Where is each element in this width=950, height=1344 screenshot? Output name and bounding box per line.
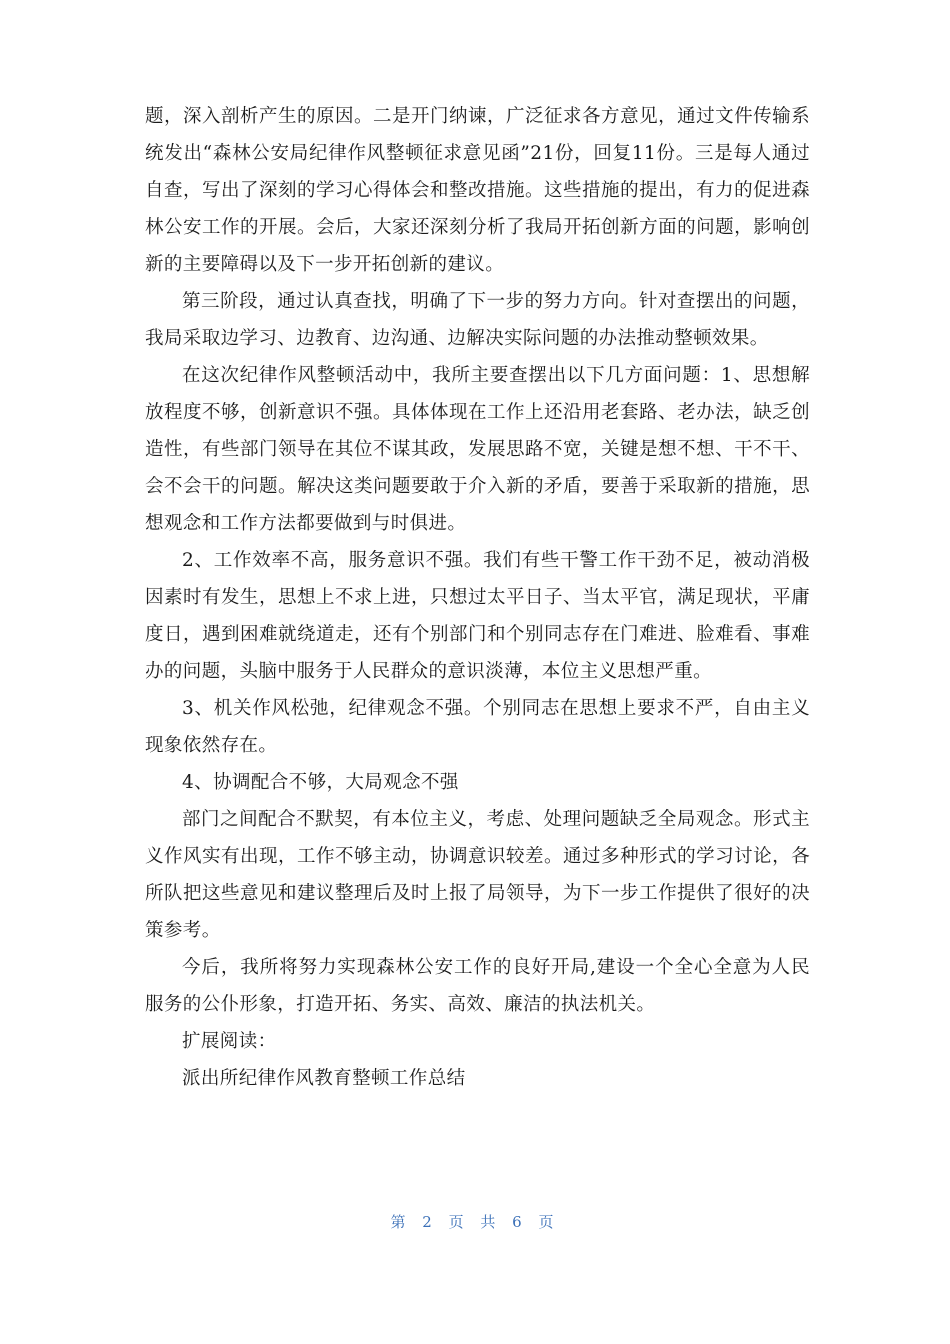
paragraph-1: 题，深入剖析产生的原因。二是开门纳谏，广泛征求各方意见，通过文件传输系统发出“森林公安局纪律作风整顿征求意见函”21份，回复11份。三是每人通过自查，写出了深刻的学习心得体会和整改措施。这些措施的提出，有力的促进森林公安工作的开展。会后，大家还深刻分析了我局开拓创新方面的问题，影响创新的主要障碍以及下一步开拓创新的建议。: [145, 106, 810, 275]
paragraph-8: 今后，我所将努力实现森林公安工作的良好开局,建设一个全心全意为人民服务的公仆形象，打造开拓、务实、高效、廉洁的执法机关。: [145, 957, 810, 1015]
paragraph-2: 第三阶段，通过认真查找，明确了下一步的努力方向。针对查摆出的问题，我局采取边学习、边教育、边沟通、边解决实际问题的办法推动整顿效果。: [145, 291, 810, 349]
paragraph-10: 派出所纪律作风教育整顿工作总结: [182, 1068, 466, 1089]
paragraph-3: 在这次纪律作风整顿活动中，我所主要查摆出以下几方面问题：1、思想解放程度不够，创新意识不强。具体体现在工作上还沿用老套路、老办法，缺乏创造性，有些部门领导在其位不谋其政，发展思路不宽，关键是想不想、干不干、会不会干的问题。解决这类问题要敢于介入新的矛盾，要善于采取新的措施，思想观念和工作方法都要做到与时俱进。: [145, 365, 810, 534]
paragraph-4: 2、工作效率不高，服务意识不强。我们有些干警工作干劲不足，被动消极因素时有发生，思想上不求上进，只想过太平日子、当太平官，满足现状，平庸度日，遇到困难就绕道走，还有个别部门和个别同志存在门难进、脸难看、事难办的问题，头脑中服务于人民群众的意识淡薄，本位主义思想严重。: [145, 550, 810, 682]
paragraph-5: 3、机关作风松弛，纪律观念不强。个别同志在思想上要求不严，自由主义现象依然存在。: [145, 698, 810, 756]
paragraph-7: 部门之间配合不默契，有本位主义，考虑、处理问题缺乏全局观念。形式主义作风实有出现，工作不够主动，协调意识较差。通过多种形式的学习讨论，各所队把这些意见和建议整理后及时上报了局领导，为下一步工作提供了很好的决策参考。: [145, 809, 810, 941]
paragraph-6: 4、协调配合不够，大局观念不强: [182, 772, 459, 793]
page-number-footer: 第 2 页 共 6 页: [390, 1213, 560, 1231]
paragraph-9: 扩展阅读：: [182, 1031, 277, 1052]
document-body: [145, 98, 810, 1097]
